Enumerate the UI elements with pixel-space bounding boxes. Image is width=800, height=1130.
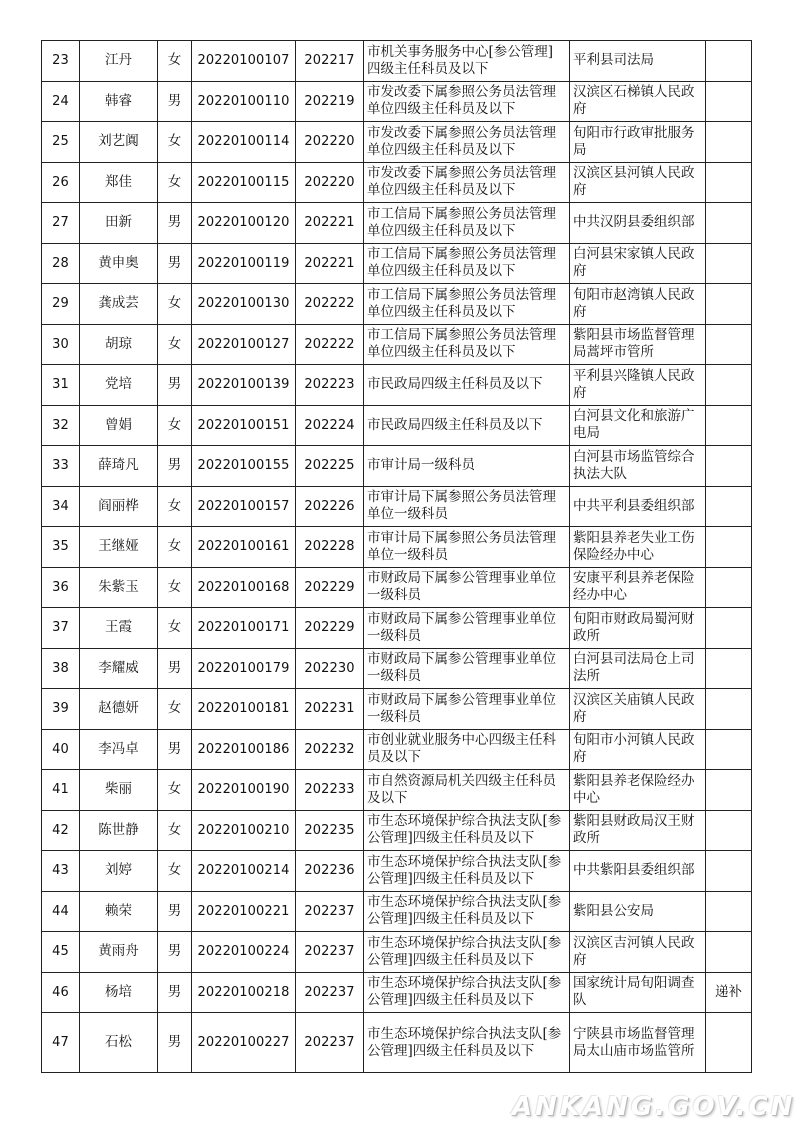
table-row	[42, 891, 752, 932]
note-cell	[706, 891, 752, 932]
unit-cell: 紫阳县市场监督管理局蒿坪市管所	[570, 324, 706, 365]
unit-cell: 宁陕县市场监督管理局太山庙市场监管所	[570, 1013, 706, 1073]
row-number: 31	[42, 365, 80, 406]
row-number: 34	[42, 486, 80, 527]
post-cell: 市发改委下属参照公务员法管理单位四级主任科员及以下	[364, 122, 570, 163]
row-number: 39	[42, 689, 80, 730]
unit-cell: 中共平利县委组织部	[570, 486, 706, 527]
post-cell: 市工信局下属参照公务员法管理单位四级主任科员及以下	[364, 203, 570, 244]
gender-cell: 女	[158, 324, 192, 365]
gender-cell: 男	[158, 203, 192, 244]
gender-cell: 男	[158, 972, 192, 1013]
post-cell: 市财政局下属参公管理事业单位一级科员	[364, 689, 570, 730]
post-cell: 市审计局下属参照公务员法管理单位一级科员	[364, 527, 570, 568]
row-number: 46	[42, 972, 80, 1013]
gender-cell: 男	[158, 1013, 192, 1073]
table-row	[42, 648, 752, 689]
exam-id-cell: 20220100181	[192, 689, 296, 730]
post-cell: 市自然资源局机关四级主任科员及以下	[364, 770, 570, 811]
gender-cell: 女	[158, 527, 192, 568]
exam-id-cell: 20220100130	[192, 284, 296, 325]
post-code-cell: 202229	[296, 567, 364, 608]
post-cell: 市机关事务服务中心[参公管理]四级主任科员及以下	[364, 41, 570, 82]
name-cell: 曾娟	[80, 405, 158, 446]
exam-id-cell: 20220100110	[192, 81, 296, 122]
gender-cell: 女	[158, 41, 192, 82]
table-row	[42, 81, 752, 122]
post-cell: 市审计局下属参照公务员法管理单位一级科员	[364, 486, 570, 527]
table-row	[42, 810, 752, 851]
table-row	[42, 486, 752, 527]
note-cell	[706, 689, 752, 730]
post-cell: 市民政局四级主任科员及以下	[364, 365, 570, 406]
unit-cell: 紫阳县养老保险经办中心	[570, 770, 706, 811]
note-cell	[706, 810, 752, 851]
post-cell: 市工信局下属参照公务员法管理单位四级主任科员及以下	[364, 284, 570, 325]
note-cell	[706, 446, 752, 487]
note-cell	[706, 203, 752, 244]
name-cell: 柴丽	[80, 770, 158, 811]
table-row	[42, 932, 752, 973]
unit-cell: 中共紫阳县委组织部	[570, 851, 706, 892]
table-row	[42, 851, 752, 892]
row-number: 29	[42, 284, 80, 325]
post-cell: 市生态环境保护综合执法支队[参公管理]四级主任科员及以下	[364, 972, 570, 1013]
name-cell: 党培	[80, 365, 158, 406]
post-code-cell: 202228	[296, 527, 364, 568]
gender-cell: 女	[158, 851, 192, 892]
gender-cell: 女	[158, 608, 192, 649]
name-cell: 黄申奥	[80, 243, 158, 284]
exam-id-cell: 20220100127	[192, 324, 296, 365]
unit-cell: 平利县司法局	[570, 41, 706, 82]
row-number: 30	[42, 324, 80, 365]
exam-id-cell: 20220100218	[192, 972, 296, 1013]
row-number: 33	[42, 446, 80, 487]
post-cell: 市发改委下属参照公务员法管理单位四级主任科员及以下	[364, 81, 570, 122]
post-code-cell: 202220	[296, 122, 364, 163]
row-number: 38	[42, 648, 80, 689]
note-cell	[706, 1013, 752, 1073]
exam-id-cell: 20220100151	[192, 405, 296, 446]
name-cell: 刘艺阗	[80, 122, 158, 163]
row-number: 32	[42, 405, 80, 446]
name-cell: 韩睿	[80, 81, 158, 122]
post-cell: 市工信局下属参照公务员法管理单位四级主任科员及以下	[364, 324, 570, 365]
gender-cell: 女	[158, 284, 192, 325]
post-cell: 市财政局下属参公管理事业单位一级科员	[364, 608, 570, 649]
post-cell: 市民政局四级主任科员及以下	[364, 405, 570, 446]
name-cell: 赖荣	[80, 891, 158, 932]
post-cell: 市审计局一级科员	[364, 446, 570, 487]
unit-cell: 汉滨区县河镇人民政府	[570, 162, 706, 203]
post-cell: 市发改委下属参照公务员法管理单位四级主任科员及以下	[364, 162, 570, 203]
name-cell: 黄雨舟	[80, 932, 158, 973]
post-code-cell: 202220	[296, 162, 364, 203]
name-cell: 阎丽桦	[80, 486, 158, 527]
post-code-cell: 202232	[296, 729, 364, 770]
post-code-cell: 202230	[296, 648, 364, 689]
gender-cell: 女	[158, 770, 192, 811]
table-row	[42, 527, 752, 568]
exam-id-cell: 20220100107	[192, 41, 296, 82]
exam-id-cell: 20220100168	[192, 567, 296, 608]
exam-id-cell: 20220100210	[192, 810, 296, 851]
post-code-cell: 202223	[296, 365, 364, 406]
row-number: 44	[42, 891, 80, 932]
note-cell: 递补	[706, 972, 752, 1013]
gender-cell: 男	[158, 243, 192, 284]
table-row	[42, 770, 752, 811]
note-cell	[706, 770, 752, 811]
name-cell: 杨培	[80, 972, 158, 1013]
name-cell: 郑佳	[80, 162, 158, 203]
unit-cell: 白河县宋家镇人民政府	[570, 243, 706, 284]
row-number: 35	[42, 527, 80, 568]
note-cell	[706, 365, 752, 406]
gender-cell: 女	[158, 405, 192, 446]
row-number: 42	[42, 810, 80, 851]
row-number: 43	[42, 851, 80, 892]
note-cell	[706, 729, 752, 770]
name-cell: 田新	[80, 203, 158, 244]
gender-cell: 男	[158, 891, 192, 932]
note-cell	[706, 81, 752, 122]
name-cell: 陈世静	[80, 810, 158, 851]
exam-id-cell: 20220100119	[192, 243, 296, 284]
table-row	[42, 41, 752, 82]
post-code-cell: 202226	[296, 486, 364, 527]
exam-id-cell: 20220100139	[192, 365, 296, 406]
exam-id-cell: 20220100171	[192, 608, 296, 649]
post-code-cell: 202237	[296, 972, 364, 1013]
post-cell: 市生态环境保护综合执法支队[参公管理]四级主任科员及以下	[364, 1013, 570, 1073]
row-number: 37	[42, 608, 80, 649]
unit-cell: 中共汉阴县委组织部	[570, 203, 706, 244]
table-row	[42, 162, 752, 203]
unit-cell: 旬阳市行政审批服务局	[570, 122, 706, 163]
post-cell: 市创业就业服务中心四级主任科员及以下	[364, 729, 570, 770]
post-cell: 市生态环境保护综合执法支队[参公管理]四级主任科员及以下	[364, 810, 570, 851]
gender-cell: 男	[158, 932, 192, 973]
name-cell: 薛琦凡	[80, 446, 158, 487]
note-cell	[706, 932, 752, 973]
unit-cell: 旬阳市赵湾镇人民政府	[570, 284, 706, 325]
name-cell: 赵德妍	[80, 689, 158, 730]
exam-id-cell: 20220100221	[192, 891, 296, 932]
name-cell: 王霞	[80, 608, 158, 649]
unit-cell: 白河县司法局仓上司法所	[570, 648, 706, 689]
name-cell: 刘婷	[80, 851, 158, 892]
note-cell	[706, 567, 752, 608]
post-code-cell: 202237	[296, 891, 364, 932]
post-code-cell: 202225	[296, 446, 364, 487]
post-code-cell: 202222	[296, 284, 364, 325]
unit-cell: 汉滨区吉河镇人民政府	[570, 932, 706, 973]
exam-id-cell: 20220100190	[192, 770, 296, 811]
gender-cell: 女	[158, 486, 192, 527]
row-number: 25	[42, 122, 80, 163]
gender-cell: 女	[158, 689, 192, 730]
post-code-cell: 202231	[296, 689, 364, 730]
table-row	[42, 972, 752, 1013]
table-row	[42, 365, 752, 406]
unit-cell: 紫阳县公安局	[570, 891, 706, 932]
post-code-cell: 202221	[296, 243, 364, 284]
row-number: 45	[42, 932, 80, 973]
table-row	[42, 1013, 752, 1073]
exam-id-cell: 20220100224	[192, 932, 296, 973]
post-cell: 市财政局下属参公管理事业单位一级科员	[364, 567, 570, 608]
table-row	[42, 689, 752, 730]
exam-id-cell: 20220100227	[192, 1013, 296, 1073]
name-cell: 王继娅	[80, 527, 158, 568]
note-cell	[706, 608, 752, 649]
post-code-cell: 202224	[296, 405, 364, 446]
exam-id-cell: 20220100161	[192, 527, 296, 568]
post-cell: 市生态环境保护综合执法支队[参公管理]四级主任科员及以下	[364, 932, 570, 973]
gender-cell: 女	[158, 162, 192, 203]
note-cell	[706, 162, 752, 203]
table-row	[42, 122, 752, 163]
post-code-cell: 202219	[296, 81, 364, 122]
name-cell: 胡琼	[80, 324, 158, 365]
unit-cell: 白河县市场监管综合执法大队	[570, 446, 706, 487]
exam-id-cell: 20220100214	[192, 851, 296, 892]
post-code-cell: 202233	[296, 770, 364, 811]
exam-id-cell: 20220100155	[192, 446, 296, 487]
post-code-cell: 202217	[296, 41, 364, 82]
table-row	[42, 446, 752, 487]
post-cell: 市生态环境保护综合执法支队[参公管理]四级主任科员及以下	[364, 891, 570, 932]
unit-cell: 白河县文化和旅游广电局	[570, 405, 706, 446]
exam-id-cell: 20220100114	[192, 122, 296, 163]
post-cell: 市工信局下属参照公务员法管理单位四级主任科员及以下	[364, 243, 570, 284]
table-body	[42, 41, 752, 1073]
exam-id-cell: 20220100179	[192, 648, 296, 689]
gender-cell: 女	[158, 810, 192, 851]
unit-cell: 汉滨区石梯镇人民政府	[570, 81, 706, 122]
post-code-cell: 202237	[296, 932, 364, 973]
site-watermark: ANKANG.GOV.CN	[512, 1092, 796, 1122]
post-code-cell: 202237	[296, 1013, 364, 1073]
row-number: 41	[42, 770, 80, 811]
note-cell	[706, 648, 752, 689]
name-cell: 朱紫玉	[80, 567, 158, 608]
table-row	[42, 405, 752, 446]
note-cell	[706, 284, 752, 325]
post-code-cell: 202236	[296, 851, 364, 892]
table-row	[42, 324, 752, 365]
table-row	[42, 729, 752, 770]
table-row	[42, 243, 752, 284]
post-cell: 市生态环境保护综合执法支队[参公管理]四级主任科员及以下	[364, 851, 570, 892]
unit-cell: 旬阳市财政局蜀河财政所	[570, 608, 706, 649]
note-cell	[706, 324, 752, 365]
note-cell	[706, 486, 752, 527]
unit-cell: 安康平利县养老保险经办中心	[570, 567, 706, 608]
post-code-cell: 202235	[296, 810, 364, 851]
name-cell: 龚成芸	[80, 284, 158, 325]
post-code-cell: 202222	[296, 324, 364, 365]
row-number: 36	[42, 567, 80, 608]
gender-cell: 女	[158, 122, 192, 163]
gender-cell: 男	[158, 81, 192, 122]
table-row	[42, 203, 752, 244]
exam-id-cell: 20220100157	[192, 486, 296, 527]
name-cell: 石松	[80, 1013, 158, 1073]
unit-cell: 紫阳县养老失业工伤保险经办中心	[570, 527, 706, 568]
note-cell	[706, 41, 752, 82]
unit-cell: 国家统计局旬阳调查队	[570, 972, 706, 1013]
table-row	[42, 608, 752, 649]
row-number: 26	[42, 162, 80, 203]
name-cell: 江丹	[80, 41, 158, 82]
unit-cell: 紫阳县财政局汉王财政所	[570, 810, 706, 851]
note-cell	[706, 527, 752, 568]
gender-cell: 男	[158, 446, 192, 487]
name-cell: 李冯卓	[80, 729, 158, 770]
row-number: 24	[42, 81, 80, 122]
gender-cell: 男	[158, 729, 192, 770]
row-number: 28	[42, 243, 80, 284]
note-cell	[706, 851, 752, 892]
row-number: 40	[42, 729, 80, 770]
post-code-cell: 202221	[296, 203, 364, 244]
exam-id-cell: 20220100120	[192, 203, 296, 244]
exam-id-cell: 20220100186	[192, 729, 296, 770]
gender-cell: 男	[158, 648, 192, 689]
row-number: 47	[42, 1013, 80, 1073]
results-table	[41, 40, 752, 1073]
gender-cell: 女	[158, 567, 192, 608]
post-code-cell: 202229	[296, 608, 364, 649]
post-cell: 市财政局下属参公管理事业单位一级科员	[364, 648, 570, 689]
unit-cell: 平利县兴隆镇人民政府	[570, 365, 706, 406]
gender-cell: 男	[158, 365, 192, 406]
exam-id-cell: 20220100115	[192, 162, 296, 203]
note-cell	[706, 243, 752, 284]
table-row	[42, 284, 752, 325]
row-number: 23	[42, 41, 80, 82]
note-cell	[706, 122, 752, 163]
note-cell	[706, 405, 752, 446]
table-row	[42, 567, 752, 608]
row-number: 27	[42, 203, 80, 244]
unit-cell: 旬阳市小河镇人民政府	[570, 729, 706, 770]
name-cell: 李耀威	[80, 648, 158, 689]
unit-cell: 汉滨区关庙镇人民政府	[570, 689, 706, 730]
